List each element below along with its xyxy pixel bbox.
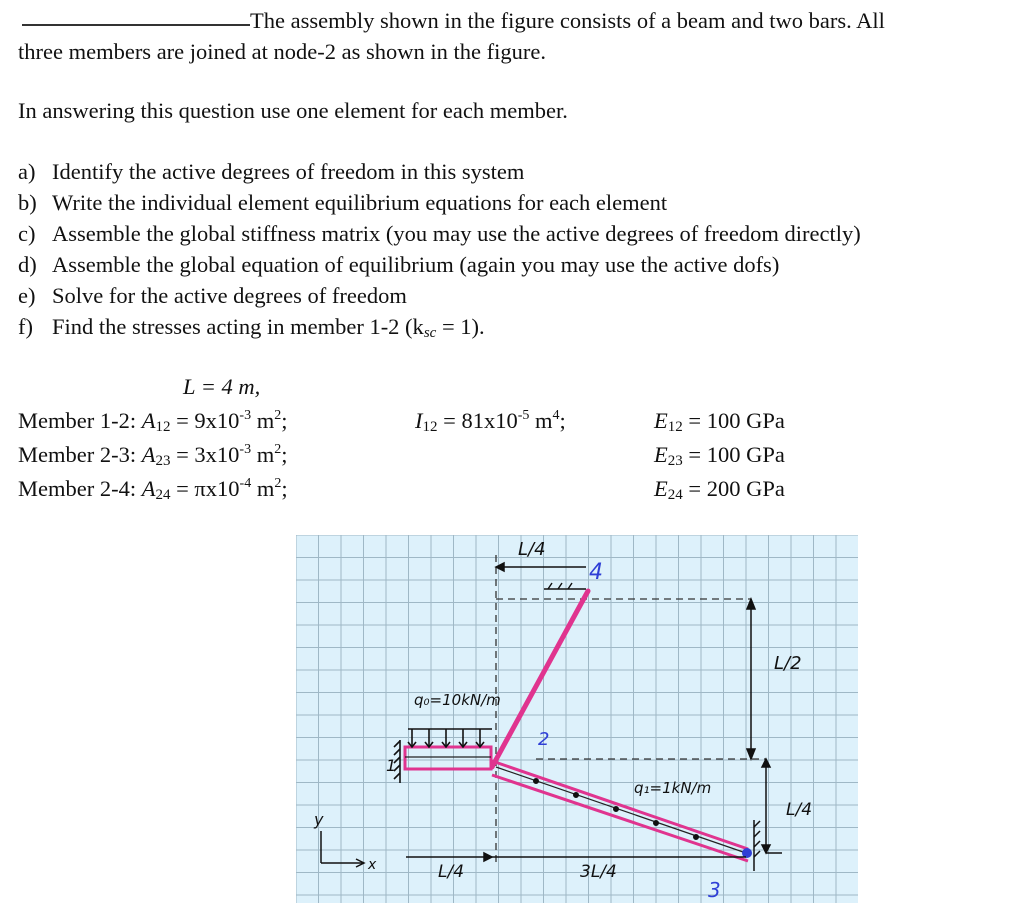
label-node-3: 3 (708, 878, 721, 902)
redacted-mark (22, 24, 250, 26)
label-node-4: 4 (589, 560, 603, 585)
question-f: f) Find the stresses acting in member 1-2 $(k_{sc} = 1)$. (18, 314, 485, 341)
member-1-2-modulus: $E_{12} = 100$ GPa (654, 408, 785, 435)
question-b: b) Write the individual element equilibrium equations for each element (18, 190, 668, 215)
label-bottom-right: 3L/4 (580, 862, 617, 882)
structure-figure (296, 535, 858, 903)
member-2-3-modulus: $E_{23} = 100$ GPa (654, 442, 785, 469)
question-c: c) Assemble the global stiffness matrix (you may use the active degrees of freedom directly) (18, 221, 861, 246)
instruction: In answering this question use one element for each member. (18, 98, 568, 123)
member-2-4-modulus: $E_{24} = 200$ GPa (654, 476, 785, 503)
question-d: d) Assemble the global equation of equilibrium (again you may use the active dofs) (18, 252, 780, 277)
intro-line-2: three members are joined at node-2 as shown in the figure. (18, 39, 546, 64)
member-1-2-area: Member 1-2: $A_{12} = 9x10^{-3}$ $m^2$; (18, 408, 288, 435)
label-dim-half: L/2 (774, 653, 802, 674)
intro-line-1: The assembly shown in the figure consists of a beam and two bars. All (22, 8, 885, 34)
label-node-2: 2 (538, 729, 550, 750)
member-2-3-area: Member 2-3: $A_{23} = 3x10^{-3}$ $m^2$; (18, 442, 288, 469)
member-1-2-inertia: $I_{12} = 81x10^{-5}$ $m^4$; (415, 408, 566, 435)
question-e: e) Solve for the active degrees of freedom (18, 283, 407, 308)
label-bottom-left: L/4 (438, 862, 465, 882)
label-axis-x: x (368, 857, 377, 873)
label-axis-y: y (314, 810, 324, 829)
question-a: a) Identify the active degrees of freedom in this system (18, 159, 525, 184)
label-node-1: 1 (386, 756, 397, 775)
grid-background (296, 535, 858, 903)
member-2-4-area: Member 2-4: $A_{24} = \pi x10^{-4}$ $m^2$; (18, 476, 288, 503)
label-q0: q₀=10kN/m (414, 691, 501, 709)
label-q1: q₁=1kN/m (634, 779, 712, 797)
label-top-dim: L/4 (518, 539, 546, 560)
label-dim-quarter: L/4 (786, 800, 813, 820)
length-value: L = 4 m, (183, 374, 261, 399)
